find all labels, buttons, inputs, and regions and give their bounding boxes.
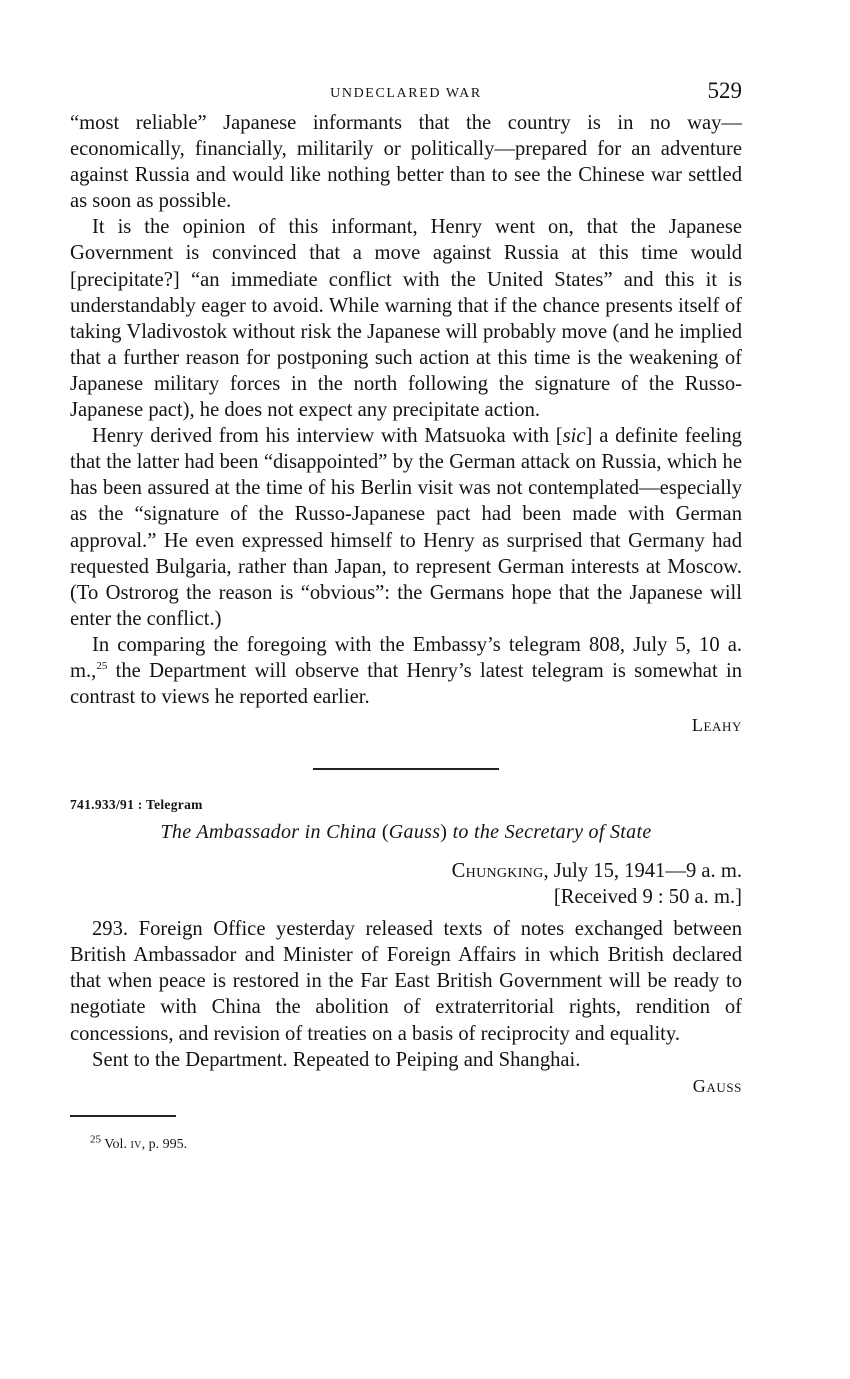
footnote-rule — [70, 1115, 176, 1117]
footnote-text: Vol. — [101, 1136, 131, 1152]
document-title-part-1: The Ambassador in China — [160, 821, 382, 844]
footnote-number: 25 — [90, 1133, 101, 1146]
signature-leahy: Leahy — [691, 715, 742, 736]
paragraph-4-part-2: the Department will observe that Henry’s latest telegram is somewhat in contrast to views he reported earlier. — [70, 659, 742, 709]
document-title-part-2: Gauss — [388, 821, 441, 844]
signature-gauss: Gauss — [692, 1075, 742, 1096]
telegram-paragraph-1: 293. Foreign Office yesterday released texts of notes exchanged between British Ambassador and Minister of Foreign Affairs in which British declared that when peace is restored in the Far East British Government will be ready to negotiate with China the abolition of extraterritorial rights, rendition of concessions, and revision of treaties on a basis of reciprocity and equality. — [70, 918, 742, 1045]
page — [70, 78, 742, 1153]
footnote-volume: iv — [130, 1136, 142, 1152]
section-divider — [313, 768, 499, 770]
sic-marker: sic — [562, 425, 586, 448]
paragraph-3 — [70, 423, 742, 632]
file-reference: 741.933/91 : Telegram — [70, 797, 203, 813]
dateline — [70, 858, 742, 884]
received-time: [Received 9 : 50 a. m.] — [553, 886, 742, 909]
dateline-date: , July 15, 1941—9 a. m. — [543, 860, 742, 883]
paragraph-4 — [70, 632, 742, 710]
document-title-part-3: to the Secretary of State — [447, 821, 652, 844]
running-head — [70, 78, 742, 110]
footnote — [90, 1133, 742, 1153]
footnote-page: , p. 995. — [141, 1136, 188, 1152]
dateline-place: Chungking — [451, 860, 544, 883]
page-number: 529 — [707, 78, 742, 103]
running-head-title: UNDECLARED WAR — [330, 86, 482, 101]
telegram-paragraph-2: Sent to the Department. Repeated to Peiping and Shanghai. — [92, 1048, 581, 1071]
document-title-paren-close: ) — [440, 821, 448, 844]
paragraph-3-part-2: ] a definite feeling that the latter had been “disappointed” by the German attack on Russia, which he has been assured at the time of his Berlin visit was not contemplated—especially as the “signature of the Russo-Japanese pact had been made with German approval.” He even expressed himself to Henry as surprised that Germany had requested Bulgaria, rather than Japan, to represent German interests at Moscow. (To Ostrorog the reason is “obvious”: the Germans hope that the Japanese will enter the conflict.) — [70, 425, 742, 630]
footnote-reference: 25 — [96, 660, 108, 673]
paragraph-4-part-1: In comparing the foregoing with the Embassy’s telegram 808, July 5, 10 a. m., — [70, 633, 742, 682]
paragraph-2: It is the opinion of this informant, Henry went on, that the Japanese Government is convinced that a move against Russia at this time would [precipitate?] “an immediate conflict with the United States” and this it is understandably eager to avoid. While warning that if the chance presents itself of taking Vladivostok without risk the Japanese will probably move (and he implied that a further reason for postponing such action at this time is the weakening of Japanese military forces in the north following the signature of the Russo-Japanese pact), he does not expect any precipitate action. — [70, 216, 742, 422]
document-title-paren-open: ( — [381, 821, 389, 844]
paragraph-1: “most reliable” Japanese informants that the country is in no way—economically, financially, militarily or politically—prepared for an adventure against Russia and would like nothing better than to see the Chinese war settled as soon as possible. — [70, 112, 742, 213]
document-title — [70, 821, 742, 844]
paragraph-3-part-1: Henry derived from his interview with Matsuoka with [ — [92, 425, 563, 448]
